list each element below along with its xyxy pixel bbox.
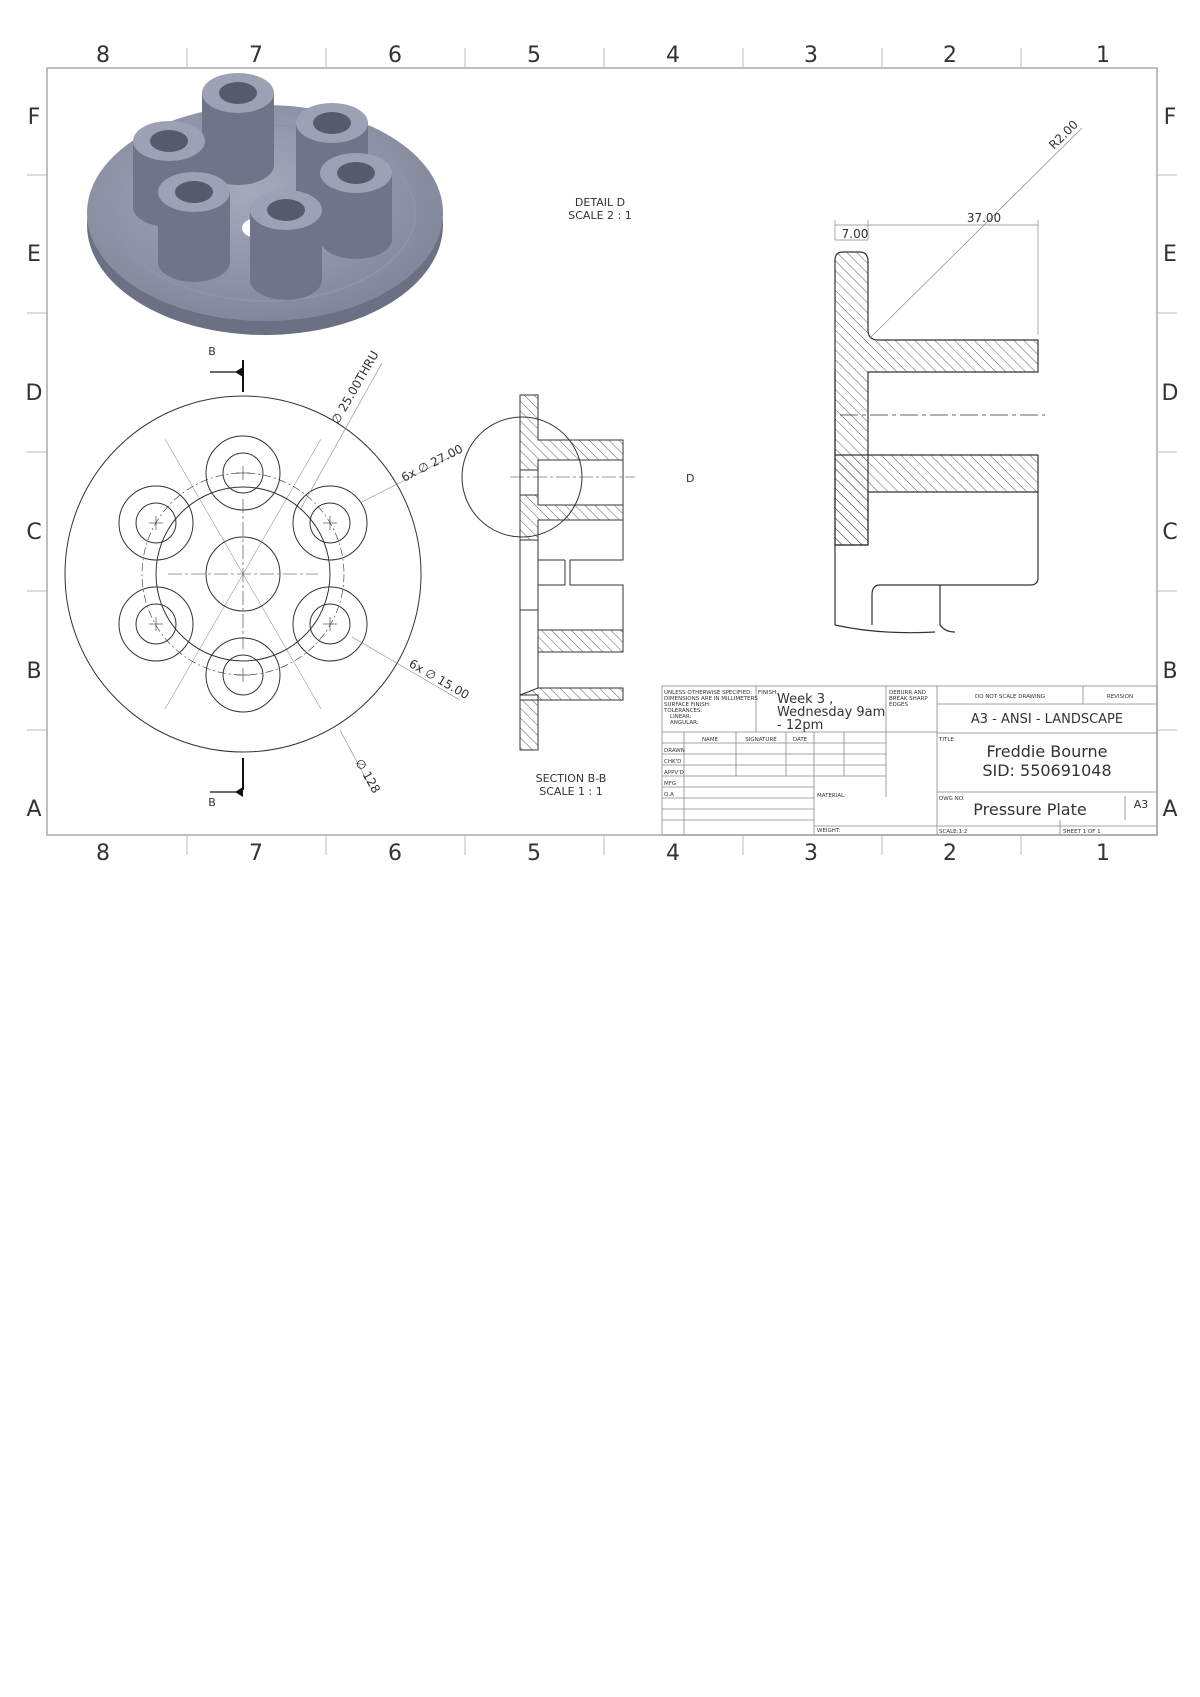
boss-mid-right: [320, 153, 392, 259]
tolerance-note-5: LINEAR:: [670, 714, 692, 720]
zone-row-a-right: A: [1162, 797, 1178, 822]
zone-row-f-right: F: [1163, 105, 1177, 130]
tolerance-note-1: UNLESS OTHERWISE SPECIFIED:: [664, 690, 753, 696]
sheet-size: A3: [1133, 798, 1149, 811]
zone-col-8: 8: [96, 43, 110, 68]
zone-col-1-bottom: 1: [1096, 841, 1110, 866]
zone-row-f: F: [27, 105, 41, 130]
zone-row-a: A: [26, 797, 42, 822]
deburr-3: EDGES: [889, 702, 908, 708]
zone-row-b-right: B: [1162, 659, 1178, 684]
tolerance-note-3: SURFACE FINISH:: [664, 702, 711, 708]
revision-label: REVISION: [1106, 694, 1134, 700]
dim-boss-id: 6x ∅ 15.00: [406, 656, 472, 703]
dim-boss-od: 6x ∅ 27.00: [399, 441, 466, 485]
zone-row-c: C: [26, 520, 42, 545]
section-title: SECTION B-B: [535, 772, 607, 785]
zone-rows-left: [26, 105, 43, 822]
tolerance-note-6: ANGULAR:: [670, 720, 699, 726]
finish-value-2: Wednesday 9am: [777, 705, 886, 720]
zone-rows-right: [1162, 105, 1179, 822]
zone-row-e: E: [27, 242, 41, 267]
row-label-drawn: DRAWN: [664, 748, 685, 754]
sheet-label: SHEET 1 OF 1: [1063, 829, 1101, 835]
weight-label: WEIGHT:: [817, 828, 841, 834]
title-line-2: SID: 550691048: [982, 761, 1112, 780]
finish-value-3: - 12pm: [777, 718, 824, 733]
zone-col-8-bottom: 8: [96, 841, 110, 866]
dim-width-37: 37.00: [966, 211, 1002, 225]
title-line-1: Freddie Bourne: [986, 742, 1108, 761]
zone-row-e-right: E: [1163, 242, 1177, 267]
zone-row-b: B: [26, 659, 42, 684]
zone-col-2-bottom: 2: [943, 841, 957, 866]
finish-label: FINISH:: [758, 690, 779, 696]
material-label: MATERIAL:: [817, 793, 847, 799]
zone-col-5-bottom: 5: [527, 841, 541, 866]
zone-col-6-bottom: 6: [388, 841, 402, 866]
tolerance-note-2: DIMENSIONS ARE IN MILLIMETERS: [664, 696, 758, 702]
zone-col-5: 5: [527, 43, 541, 68]
col-header-date: DATE: [792, 737, 808, 743]
zone-col-3-bottom: 3: [804, 841, 818, 866]
detail-d-view: [835, 128, 1082, 633]
boss-front-center: [250, 190, 322, 300]
dim-hole-thru: ∅ 25.00THRU: [328, 348, 382, 427]
zone-col-7-bottom: 7: [249, 841, 263, 866]
zone-col-4: 4: [666, 43, 680, 68]
section-b-b-view: [462, 395, 635, 750]
zone-col-7: 7: [249, 43, 263, 68]
do-not-scale: DO NOT SCALE DRAWING: [975, 694, 1045, 700]
zone-row-d-right: D: [1161, 381, 1179, 406]
zone-columns-top: [96, 43, 1110, 68]
zone-col-1: 1: [1096, 43, 1110, 68]
zone-row-c-right: C: [1162, 520, 1178, 545]
dwg-name: Pressure Plate: [973, 800, 1087, 819]
col-header-signature: SIGNATURE: [745, 737, 777, 743]
dim-outer-dia: ∅ 128: [352, 756, 384, 796]
finish-value-1: Week 3 ,: [777, 692, 834, 707]
boss-back-center: [202, 73, 274, 185]
isometric-model-view: [87, 73, 443, 335]
deburr-1: DEBURR AND: [889, 690, 927, 696]
row-label-chkd: CHK'D: [664, 759, 682, 765]
dim-radius: R2.00: [1046, 117, 1081, 153]
row-label-appvd: APPV'D: [664, 770, 684, 776]
col-header-name: NAME: [701, 737, 719, 743]
section-marker-bottom: B: [208, 796, 216, 809]
front-view: [65, 360, 460, 792]
deburr-2: BREAK SHARP: [889, 696, 928, 702]
dim-width-7: 7.00: [841, 227, 869, 241]
dwg-no-label: DWG NO.: [939, 796, 965, 802]
boss-front-left: [158, 172, 230, 282]
row-label-mfg: MFG: [664, 781, 677, 787]
zone-row-d: D: [25, 381, 43, 406]
detail-scale: SCALE 2 : 1: [568, 209, 632, 222]
tolerance-note-4: TOLERANCES:: [664, 708, 703, 714]
zone-columns-bottom: [96, 841, 1110, 866]
zone-col-4-bottom: 4: [666, 841, 680, 866]
section-marker-top: B: [208, 345, 216, 358]
scale-label: SCALE:1:2: [939, 829, 968, 835]
section-scale: SCALE 1 : 1: [539, 785, 603, 798]
zone-col-6: 6: [388, 43, 402, 68]
sheet-format: A3 - ANSI - LANDSCAPE: [970, 712, 1124, 727]
row-label-qa: Q.A: [664, 792, 674, 798]
detail-marker: D: [686, 472, 695, 485]
title-label: TITLE:: [939, 737, 956, 743]
zone-col-3: 3: [804, 43, 818, 68]
zone-col-2: 2: [943, 43, 957, 68]
detail-title: DETAIL D: [574, 196, 626, 209]
